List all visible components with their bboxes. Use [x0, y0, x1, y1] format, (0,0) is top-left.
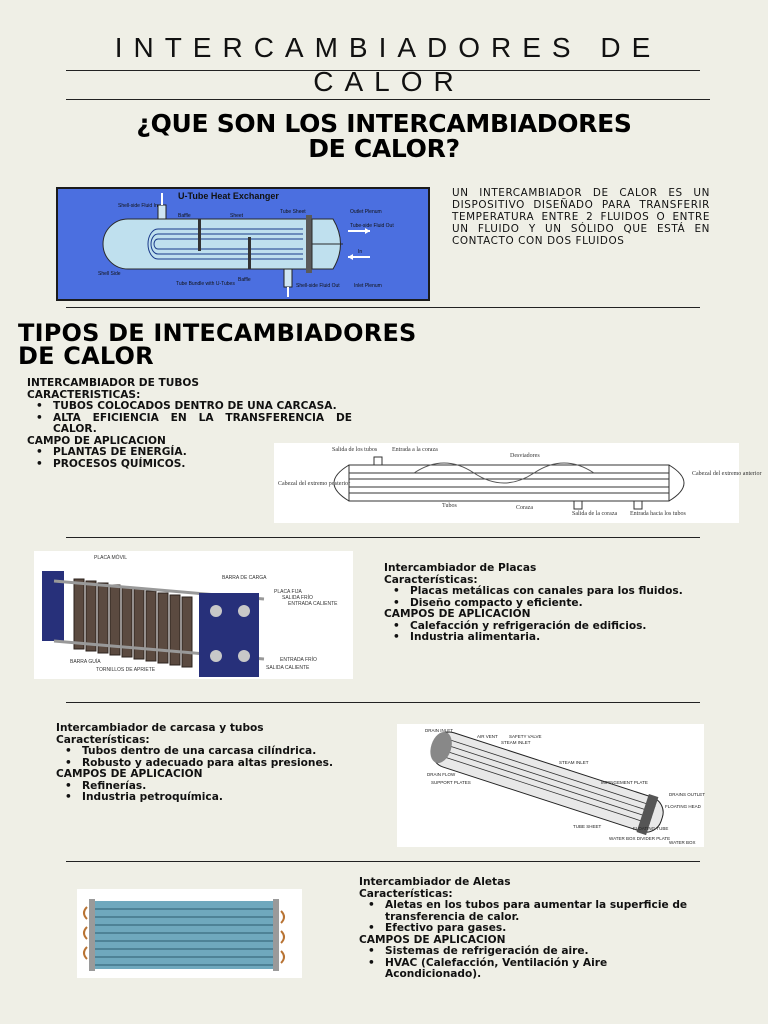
label-desviadores: Desviadores	[510, 453, 540, 459]
label-water-box: WATER BOX	[669, 840, 696, 845]
label-steam-inlet: STEAM INLET	[501, 740, 531, 745]
label-inlet-plenum: Inlet Plenum	[354, 283, 382, 289]
list-item: • Calefacción y refrigeración de edificios.	[384, 621, 714, 633]
label-placa-movil: PLACA MÓVIL	[94, 555, 128, 561]
tubos-characteristics-label: CARACTERISTICAS:	[27, 388, 141, 401]
placas-characteristics-label: Características:	[384, 573, 478, 586]
label-outlet-plenum: Outlet Plenum	[350, 209, 382, 215]
label-entrada-caliente: ENTRADA CALIENTE	[288, 601, 338, 607]
label-impingement-plate: IMPINGEMENT PLATE	[601, 780, 648, 785]
label-entrada-tubos: Entrada hacia los tubos	[630, 511, 686, 517]
aletas-application-list	[359, 946, 699, 981]
tubos-characteristics-list	[27, 401, 352, 436]
label-in: In	[358, 249, 363, 255]
label-support-plates: SUPPORT PLATES	[431, 780, 471, 785]
label-shell-in: Shell-side Fluid In	[118, 203, 158, 209]
label-drains: DRAINS OUTLET	[669, 792, 706, 797]
u-tube-diagram-svg	[58, 189, 428, 299]
list-item: • Sistemas de refrigeración de aire.	[359, 946, 699, 958]
aletas-section	[359, 877, 699, 981]
label-salida-frio: SALIDA FRÍO	[282, 595, 313, 601]
section-divider-3	[66, 702, 700, 703]
title-divider-bottom	[66, 99, 710, 100]
carcasa-application-label: CAMPOS DE APLICACION	[56, 768, 203, 780]
label-salida-coraza: Salida de la coraza	[572, 511, 618, 517]
list-item: • Placas metálicas con canales para los fluidos.	[384, 586, 714, 598]
label-salida-caliente: SALIDA CALIENTE	[266, 665, 310, 671]
types-heading-line-1: TIPOS DE INTECAMBIADORES	[18, 319, 417, 347]
page-title-line-1: INTERCAMBIADORES DE	[114, 32, 662, 63]
list-item: • Refinerías.	[56, 781, 386, 793]
label-tube-side-out: Tube-side Fluid Out	[350, 223, 394, 229]
placas-characteristics-list	[384, 586, 714, 609]
tubos-diagram	[274, 443, 762, 523]
placas-image	[34, 551, 353, 679]
list-item: • Industria alimentaria.	[384, 632, 714, 644]
section-divider-2	[66, 537, 700, 538]
label-shell-out: Shell-side Fluid Out	[296, 283, 340, 289]
types-heading-line-2: DE CALOR	[18, 342, 154, 370]
list-item: • Efectivo para gases.	[359, 923, 699, 935]
label-floating-head: FLOATING HEAD	[665, 804, 701, 809]
label-tube-sheet: Tube Sheet	[280, 209, 306, 215]
tubos-name: INTERCAMBIADOR DE TUBOS	[27, 377, 200, 389]
list-item: • TUBOS COLOCADOS DENTRO DE UNA CARCASA.	[27, 401, 352, 413]
list-item: • Diseño compacto y eficiente.	[384, 598, 714, 610]
label-placa-fija: PLACA FIJA	[274, 589, 302, 595]
placas-section	[384, 563, 714, 644]
placas-application-label: CAMPOS DE APLICACION	[384, 608, 531, 620]
placas-image-svg	[34, 551, 353, 679]
label-barra-guia: BARRA GUÍA	[70, 659, 101, 665]
placas-application-list	[384, 621, 714, 644]
list-item: • Industria petroquímica.	[56, 792, 386, 804]
label-drain-flow: DRAIN FLOW	[427, 772, 456, 777]
label-tube-bundle: Tube Bundle with U-Tubes	[176, 281, 235, 287]
question-heading-line-2: DE CALOR?	[308, 134, 460, 163]
carcasa-image-svg	[397, 724, 704, 847]
tubos-diagram-svg	[274, 443, 762, 523]
label-cabezal-anterior: Cabezal del extremo anterior	[692, 471, 762, 477]
label-air-vent: AIR VENT	[477, 734, 498, 739]
list-item: • Robusto y adecuado para altas presiones.	[56, 758, 386, 770]
label-sheet: Sheet	[230, 213, 244, 219]
aletas-characteristics-label: Características:	[359, 887, 453, 900]
carcasa-name: Intercambiador de carcasa y tubos	[56, 722, 264, 734]
label-shell-side: Shell Side	[98, 271, 121, 277]
list-item: • ALTA EFICIENCIA EN LA TRANSFERENCIA DE CALOR.	[27, 413, 352, 436]
section-divider-4	[66, 861, 700, 862]
label-cabezal-posterior: Cabezal del extremo posterior	[278, 481, 351, 487]
aletas-image	[77, 889, 302, 978]
label-entrada-frio: ENTRADA FRÍO	[280, 657, 317, 663]
label-barra-carga: BARRA DE CARGA	[222, 575, 267, 581]
list-item: • HVAC (Calefacción, Ventilación y Aire Acondicionado).	[359, 958, 699, 981]
aletas-name: Intercambiador de Aletas	[359, 876, 511, 888]
label-salida-tubos: Salida de los tubos	[332, 447, 378, 453]
list-item: • Tubos dentro de una carcasa cilíndrica.	[56, 746, 386, 758]
label-baffle-1: Baffle	[178, 213, 191, 219]
label-coraza: Coraza	[516, 505, 533, 511]
u-tube-heat-exchanger-diagram	[56, 187, 430, 301]
carcasa-image	[397, 724, 704, 847]
placas-name: Intercambiador de Placas	[384, 562, 537, 574]
label-water-box-divider: WATER BOX DIVIDER PLATE	[609, 836, 671, 841]
list-item: • PROCESOS QUÍMICOS.	[27, 459, 352, 471]
section-divider-1	[66, 307, 700, 308]
label-steam-inlet-2: STEAM INLET	[559, 760, 589, 765]
aletas-image-svg	[77, 889, 302, 978]
carcasa-section	[56, 723, 386, 804]
label-entrada-coraza: Entrada a la coraza	[392, 447, 438, 453]
aletas-characteristics-list	[359, 900, 699, 935]
carcasa-characteristics-label: Características:	[56, 733, 150, 746]
label-tube-sheet: TUBE SHEET	[573, 824, 602, 829]
label-safety-valve: SAFETY VALVE	[509, 734, 542, 739]
label-baffle-2: Baffle	[238, 277, 251, 283]
question-heading-line-1: ¿QUE SON LOS INTERCAMBIADORES	[136, 109, 632, 138]
label-floating-tube: FLOATING TUBE	[633, 826, 669, 831]
list-item: • Aletas en los tubos para aumentar la superficie de transferencia de calor.	[359, 900, 699, 923]
definition-text: UN INTERCAMBIADOR DE CALOR ES UN DISPOSITIVO DISEÑADO PARA TRANSFERIR TEMPERATURA ENTRE 2 FLUIDOS O ENTRE UN FLUIDO Y UN SÓLIDO QUE ESTÁ EN CONTACTO CON DOS FLUIDOS	[452, 187, 710, 247]
carcasa-application-list	[56, 781, 386, 804]
tubos-application-label: CAMPO DE APLICACION	[27, 434, 166, 447]
label-drain-inlet: DRAIN INLET	[425, 728, 454, 733]
carcasa-characteristics-list	[56, 746, 386, 769]
label-tubos: Tubos	[442, 503, 457, 509]
u-tube-diagram-title: U-Tube Heat Exchanger	[178, 191, 279, 201]
aletas-application-label: CAMPOS DE APLICACION	[359, 933, 506, 946]
list-item: • PLANTAS DE ENERGÍA.	[27, 447, 352, 459]
page-title-line-2: CALOR	[313, 66, 465, 97]
label-tornillos: TORNILLOS DE APRIETE	[96, 667, 156, 673]
